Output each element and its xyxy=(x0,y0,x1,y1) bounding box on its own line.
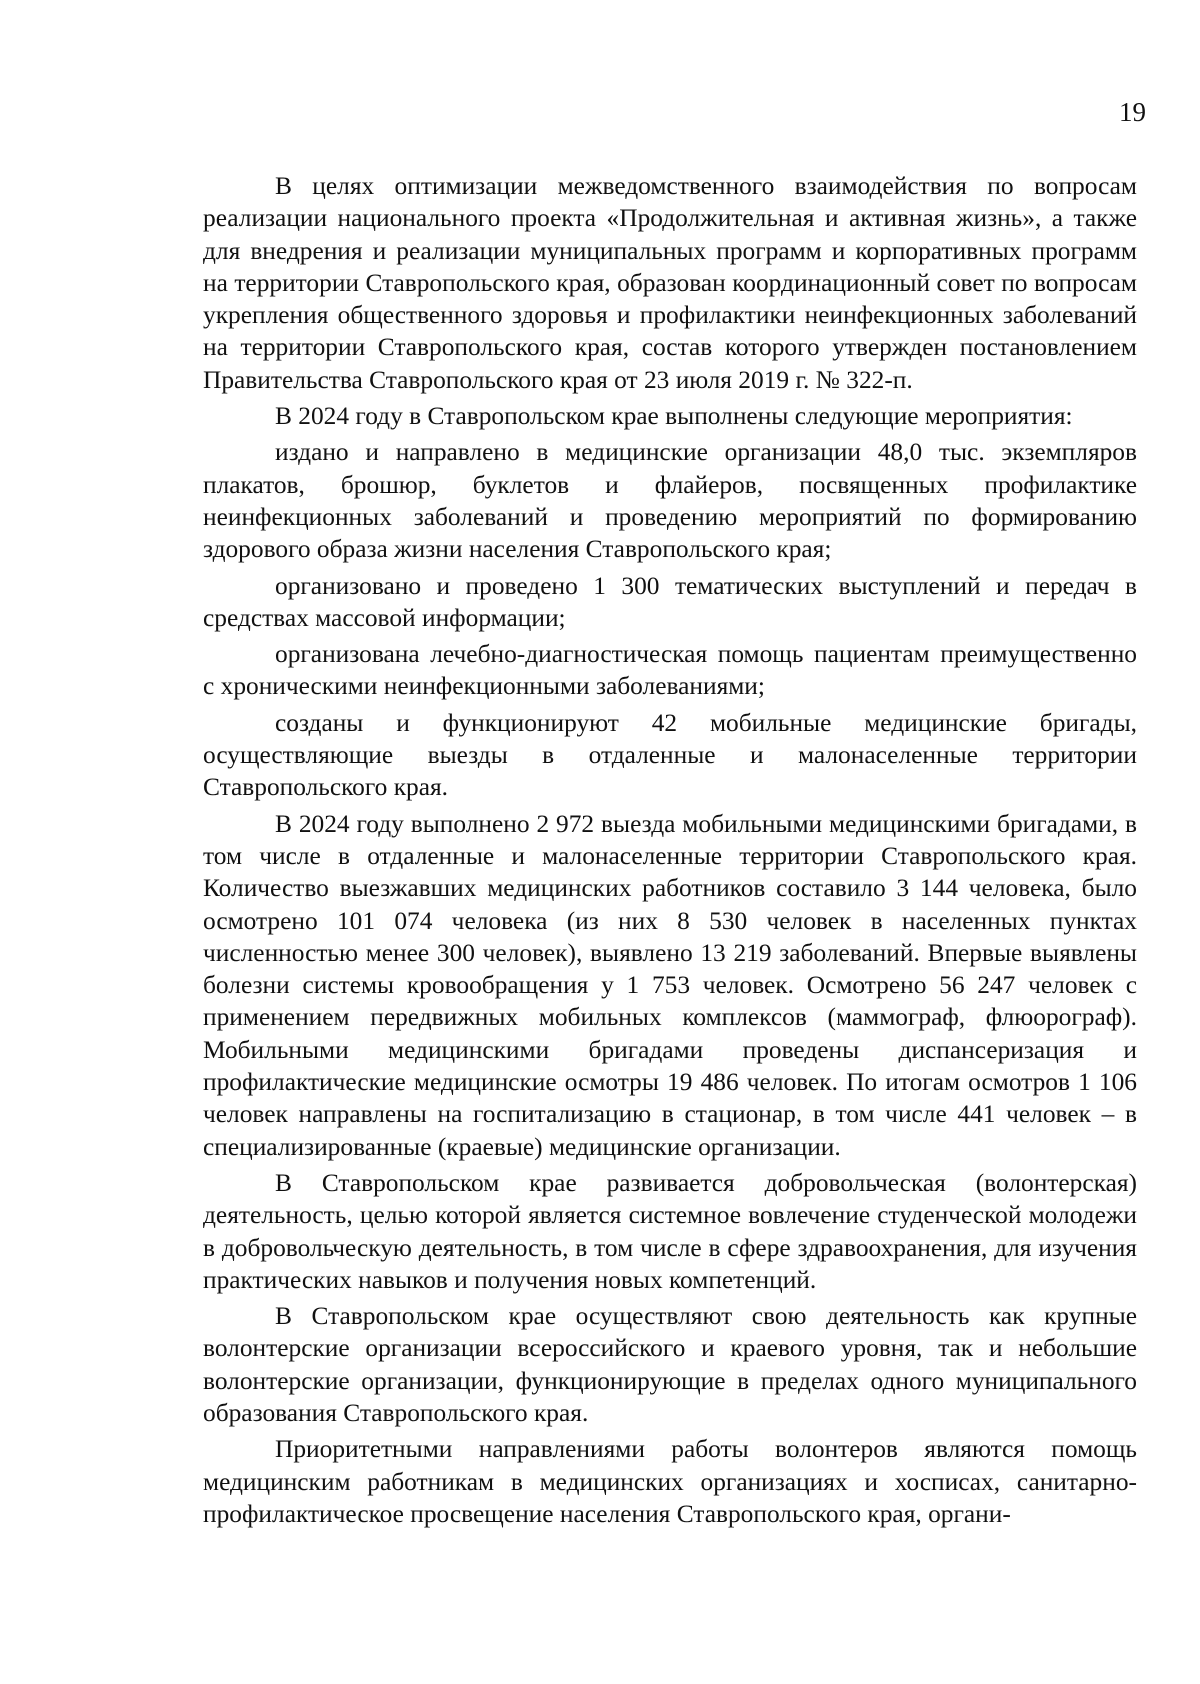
paragraph-volunteer-priorities: Приоритетными направлениями работы волонтеров являются помощь медицинским работникам в медицинских организациях и хосписах, санитарно-профилактическое просвещение населения Ставропольского края, органи- xyxy=(203,1435,1137,1528)
list-item-media-appearances: организовано и проведено 1 300 тематических выступлений и передач в средствах массовой информации; xyxy=(203,571,1137,632)
paragraph-volunteer-organizations: В Ставропольском крае осуществляют свою деятельность как крупные волонтерские организации всероссийского и краевого уровня, так и небольшие волонтерские организации, функционирующие в пределах одного муниципального образования Ставропольского края. xyxy=(203,1302,1137,1427)
paragraph-2024-measures-intro: В 2024 году в Ставропольском крае выполнены следующие мероприятия: xyxy=(275,402,1073,431)
document-body xyxy=(203,170,1137,1534)
list-item-diagnostic-care: организована лечебно-диагностическая помощь пациентам преимущественно с хроническими неинфекционными заболеваниями; xyxy=(203,640,1137,701)
page-number: 19 xyxy=(1119,97,1146,127)
paragraph-mobile-team-results: В 2024 году выполнено 2 972 выезда мобильными медицинскими бригадами, в том числе в отдаленные и малонаселенные территории Ставропольского края. Количество выезжавших медицинских работников составило 3 144 человека, было осмотрено 101 074 человека (из них 8 530 человек в населенных пунктах численностью менее 300 человек), выявлено 13 219 заболеваний. Впервые выявлены болезни системы кровообращения у 1 753 человек. Осмотрено 56 247 человек с применением передвижных мобильных комплексов (маммограф, флюорограф). Мобильными медицинскими бригадами проведены диспансеризация и профилактические медицинские осмотры 19 486 человек. По итогам осмотров 1 106 человек направлены на госпитализацию в стационар, в том числе 441 человек – в специализированные (краевые) медицинские организации. xyxy=(203,809,1137,1161)
paragraph-coordination-council: В целях оптимизации межведомственного взаимодействия по вопросам реализации национального проекта «Продолжительная и активная жизнь», а также для внедрения и реализации муниципальных программ и корпоративных программ на территории Ставропольского края, образован координационный совет по вопросам укрепления общественного здоровья и профилактики неинфекционных заболеваний на территории Ставропольского края, состав которого утвержден постановлением Правительства Ставропольского края от 23 июля 2019 г. № 322-п. xyxy=(203,172,1137,394)
list-item-mobile-teams: созданы и функционируют 42 мобильные медицинские бригады, осуществляющие выезды в отдаленные и малонаселенные территории Ставропольского края. xyxy=(203,708,1137,802)
paragraph-volunteer-activity: В Ставропольском крае развивается добровольческая (волонтерская) деятельность, целью которой является системное вовлечение студенческой молодежи в добровольческую деятельность, в том числе в сфере здравоохранения, для изучения практических навыков и получения новых компетенций. xyxy=(203,1168,1137,1294)
list-item-printed-materials: издано и направлено в медицинские организации 48,0 тыс. экземпляров плакатов, брошюр, буклетов и флайеров, посвященных профилактике неинфекционных заболеваний и проведению мероприятий по формированию здорового образа жизни населения Ставропольского края; xyxy=(203,438,1137,564)
